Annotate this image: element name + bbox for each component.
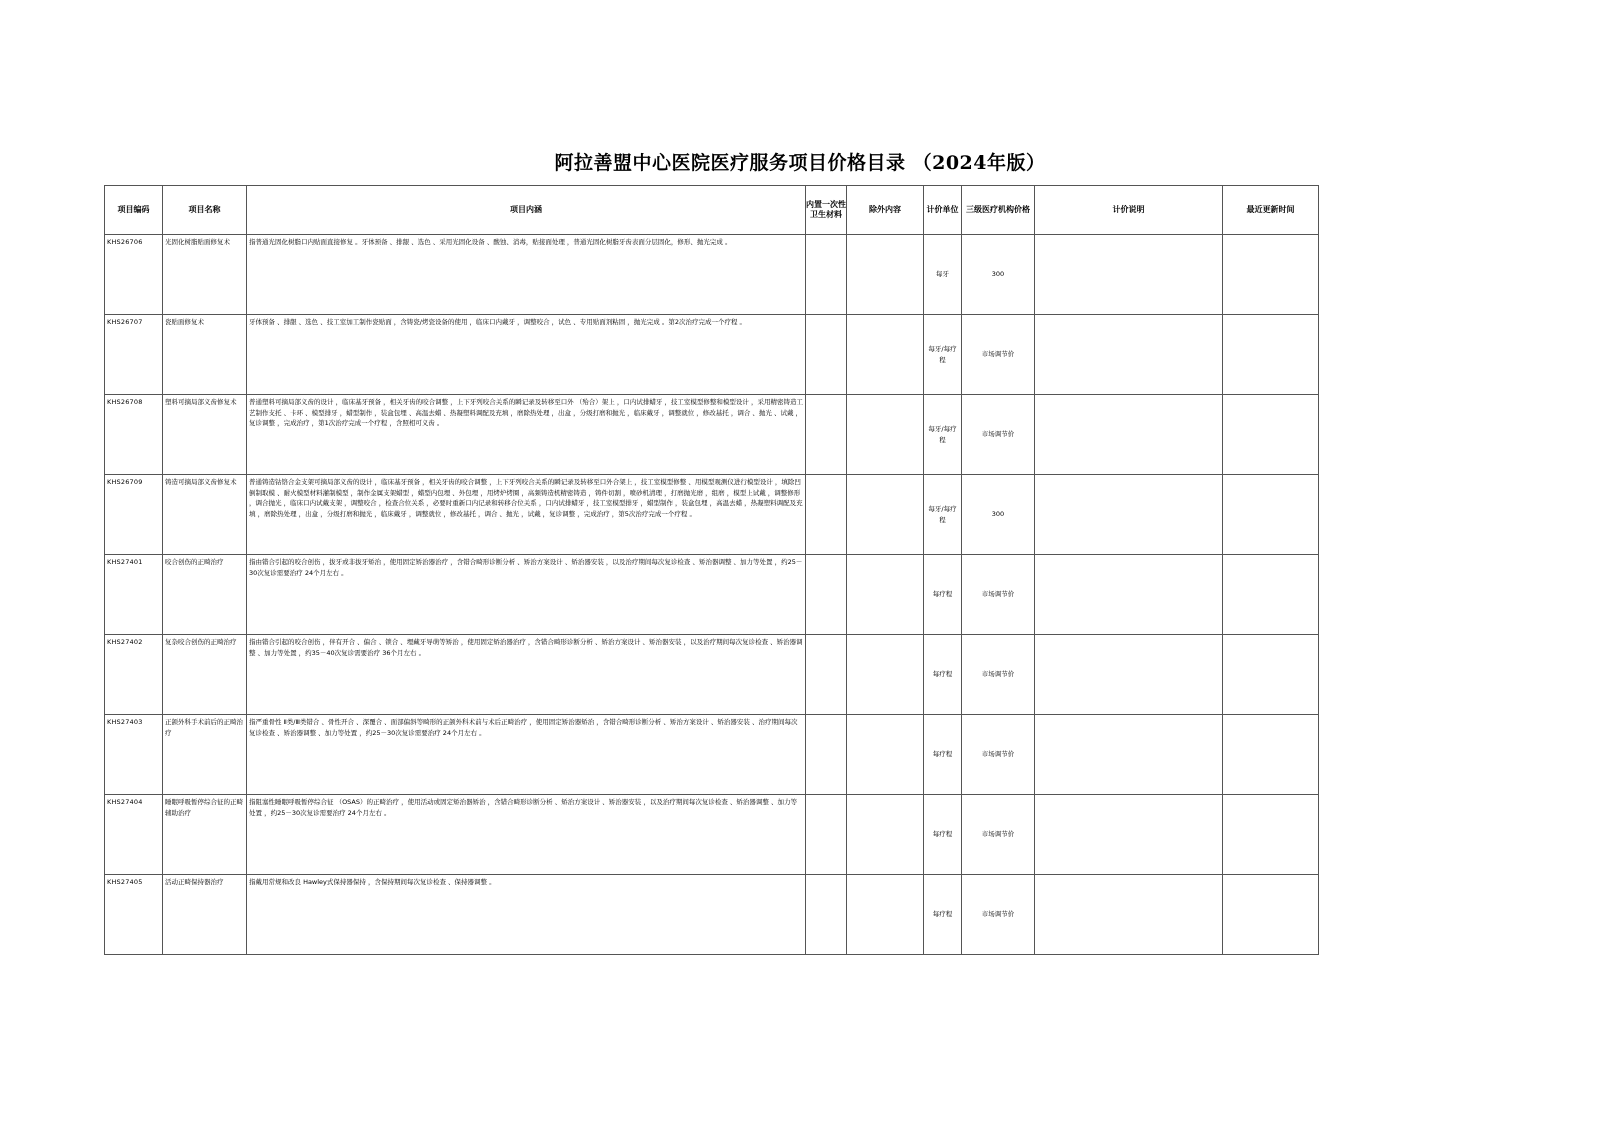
column-header-unit: 计价单位 [924,186,962,235]
cell-price: 市场调节价 [962,315,1035,395]
cell-excluded [847,795,924,875]
page-title: 阿拉善盟中心医院医疗服务项目价格目录 （2024年版） [554,152,1046,174]
table-row [105,795,1319,875]
cell-price: 市场调节价 [962,795,1035,875]
cell-code: KHS27401 [105,555,163,635]
cell-unit: 每牙 [924,235,962,315]
cell-material [806,875,847,955]
cell-note [1035,635,1223,715]
column-header-material: 内置一次性卫生材料 [806,186,847,235]
table-row [105,475,1319,555]
cell-unit: 每疗程 [924,795,962,875]
cell-unit: 每牙/每疗程 [924,315,962,395]
cell-code: KHS27402 [105,635,163,715]
cell-updated [1223,795,1319,875]
cell-excluded [847,315,924,395]
cell-content: 指普通光固化树脂口内贴面直接修复 。牙体预备 、排龈 、选色 、采用光固化设备 、酸蚀、消毒，贴接面处理 ，普通光固化树脂牙齿表面分层固化，修形、抛光完成 。 [247,235,806,315]
cell-code: KHS26707 [105,315,163,395]
cell-note [1035,555,1223,635]
cell-content: 普通塑料可摘局部义齿的设计 ，临床基牙预备 ，相关牙齿的咬合调整 ，上下牙列咬合关系的瞬记录及转移至口外 （殆合）架上 ，口内试排蜡牙 ，技工室模型修整和模型设计 ，采用精密铸造工艺制作支托 、卡环 、模型排牙 ，蜡型制作 ，装盒包埋 、高温去蜡 、热凝塑料调配及充填 ，磨除热处理 ，出盒 ，分级打磨和抛光 ，临床戴牙 ，调整就位 ，修改基托 ，调合 、抛光 、试戴 ，复诊调整 ，完成治疗 ，第1次治疗完成一个疗程 ，含照相可义齿 。 [247,395,806,475]
cell-excluded [847,635,924,715]
cell-name: 光固化树脂贴面修复术 [163,235,247,315]
cell-content: 指戴用常规和改良 Hawley式保持器保持 ，含保持期间每次复诊检查 、保持器调整 。 [247,875,806,955]
cell-code: KHS26708 [105,395,163,475]
table-row [105,315,1319,395]
cell-material [806,395,847,475]
cell-updated [1223,395,1319,475]
cell-updated [1223,635,1319,715]
cell-note [1035,715,1223,795]
cell-code: KHS27403 [105,715,163,795]
table-row [105,715,1319,795]
cell-updated [1223,555,1319,635]
cell-note [1035,795,1223,875]
cell-updated [1223,315,1319,395]
cell-updated [1223,875,1319,955]
cell-note [1035,475,1223,555]
cell-material [806,315,847,395]
table-row [105,395,1319,475]
cell-unit: 每牙/每疗程 [924,475,962,555]
cell-price: 市场调节价 [962,395,1035,475]
cell-excluded [847,555,924,635]
cell-name: 睡眠呼吸暂停综合征的正畸辅助治疗 [163,795,247,875]
cell-price: 300 [962,475,1035,555]
cell-unit: 每牙/每疗程 [924,395,962,475]
cell-name: 铸造可摘局部义齿修复术 [163,475,247,555]
cell-material [806,475,847,555]
cell-code: KHS26706 [105,235,163,315]
cell-price: 市场调节价 [962,555,1035,635]
column-header-updated: 最近更新时间 [1223,186,1319,235]
cell-name: 塑料可摘局部义齿修复术 [163,395,247,475]
column-header-name: 项目名称 [163,186,247,235]
table-row [105,635,1319,715]
cell-material [806,795,847,875]
cell-name: 瓷贴面修复术 [163,315,247,395]
cell-price: 市场调节价 [962,715,1035,795]
cell-name: 复杂咬合创伤的正畸治疗 [163,635,247,715]
column-header-excluded: 除外内容 [847,186,924,235]
cell-code: KHS27405 [105,875,163,955]
cell-price: 300 [962,235,1035,315]
cell-content: 指由错合引起的咬合创伤 ，伴有开合 、偏合 、锁合 、埋藏牙导萌等矫治 ，使用固定矫治器治疗 ，含错合畸形诊断分析 、矫治方案设计 、矫治器安装 ，以及治疗期间每次复诊检查 、矫治器调整 、加力等处置 ，约35－40次复诊需要治疗 36个月左右 。 [247,635,806,715]
cell-unit: 每疗程 [924,875,962,955]
cell-material [806,635,847,715]
cell-updated [1223,715,1319,795]
cell-material [806,715,847,795]
price-table [104,185,1319,955]
cell-unit: 每疗程 [924,715,962,795]
cell-updated [1223,475,1319,555]
cell-code: KHS26709 [105,475,163,555]
cell-unit: 每疗程 [924,635,962,715]
column-header-content: 项目内涵 [247,186,806,235]
cell-name: 活动正畸保持器治疗 [163,875,247,955]
cell-note [1035,315,1223,395]
cell-content: 普通铸造钴铬合金支架可摘局部义齿的设计 ，临床基牙预备 ，相关牙齿的咬合调整 ，上下牙列咬合关系的瞬记录及转移至口外合架上 ，技工室模型修整 、用模型观测仪进行模型设计 ，填除凹倒制取模 、耐火模型材料灌制模型 ，制作金属支架蜡型 ，蜡型内包埋 、外包埋 ，用烤炉烤圈 ，高频铸造机精密铸造 ，铸件切割 ，喷砂机清理 ，打磨抛光磨 ，组磨 ，模型上试戴 ，调整修形 ，调合抛光 ，临床口内试戴支架 ，调整咬合 ，检查合位关系 ，必要时重新口内记录和转移合位关系 ，口内试排蜡牙 ，技工室模型排牙 ，蜡型制作 ，装盒包埋 ，高温去蜡 ，热凝塑料调配及充填 ，磨除热处理 ，出盒 ，分级打磨和抛光 ，临床戴牙 ，调整就位 ，修改基托 ，调合 、抛光 ，试戴 ，复诊调整 ，完成治疗 ，第5次治疗完成一个疗程 。 [247,475,806,555]
cell-name: 正颌外科手术前后的正畸治疗 [163,715,247,795]
cell-content: 指阻塞性睡眠呼吸暂停综合征 （OSAS）的正畸治疗 ，使用活动或固定矫治器矫治 ，含错合畸形诊断分析 、矫治方案设计 、矫治器安装 ，以及治疗期间每次复诊检查 、矫治器调整 、加力等处置 ，约25－30次复诊需要治疗 24个月左右 。 [247,795,806,875]
cell-content: 指严重骨性 Ⅱ类/Ⅲ类错合 、骨性开合 、深覆合 、面部偏斜等畸形的正颌外科术前与术后正畸治疗 ，使用固定矫治器矫治 ，含错合畸形诊断分析 、矫治方案设计 、矫治器安装 、治疗期间每次复诊检查 、矫治器调整 、加力等处置 ，约25－30次复诊需要治疗 24个月左右 。 [247,715,806,795]
cell-content: 指由错合引起的咬合创伤 ，拔牙或非拔牙矫治 ，使用固定矫治器治疗 ，含错合畸形诊断分析 、矫治方案设计 、矫治器安装 ，以及治疗期间每次复诊检查 、矫治器调整 、加力等处置 ，约25－30次复诊需要治疗 24个月左右 。 [247,555,806,635]
cell-updated [1223,235,1319,315]
cell-unit: 每疗程 [924,555,962,635]
cell-excluded [847,395,924,475]
table-row [105,235,1319,315]
table-row [105,555,1319,635]
table-header-row [105,186,1319,235]
cell-name: 咬合创伤的正畸治疗 [163,555,247,635]
cell-note [1035,235,1223,315]
cell-price: 市场调节价 [962,875,1035,955]
cell-note [1035,395,1223,475]
cell-excluded [847,235,924,315]
cell-excluded [847,875,924,955]
table-row [105,875,1319,955]
cell-content: 牙体预备 、排龈 、选色 、技工室加工制作瓷贴面 ，含铸瓷/烤瓷设备的使用 ，临床口内戴牙 ，调整咬合 ，试色 、专用贴面剂粘固 ，抛光完成 。第2次治疗完成一个疗程 。 [247,315,806,395]
column-header-note: 计价说明 [1035,186,1223,235]
column-header-code: 项目编码 [105,186,163,235]
cell-code: KHS27404 [105,795,163,875]
cell-note [1035,875,1223,955]
cell-material [806,555,847,635]
cell-price: 市场调节价 [962,635,1035,715]
column-header-price: 三级医疗机构价格 [962,186,1035,235]
cell-excluded [847,475,924,555]
cell-material [806,235,847,315]
cell-excluded [847,715,924,795]
